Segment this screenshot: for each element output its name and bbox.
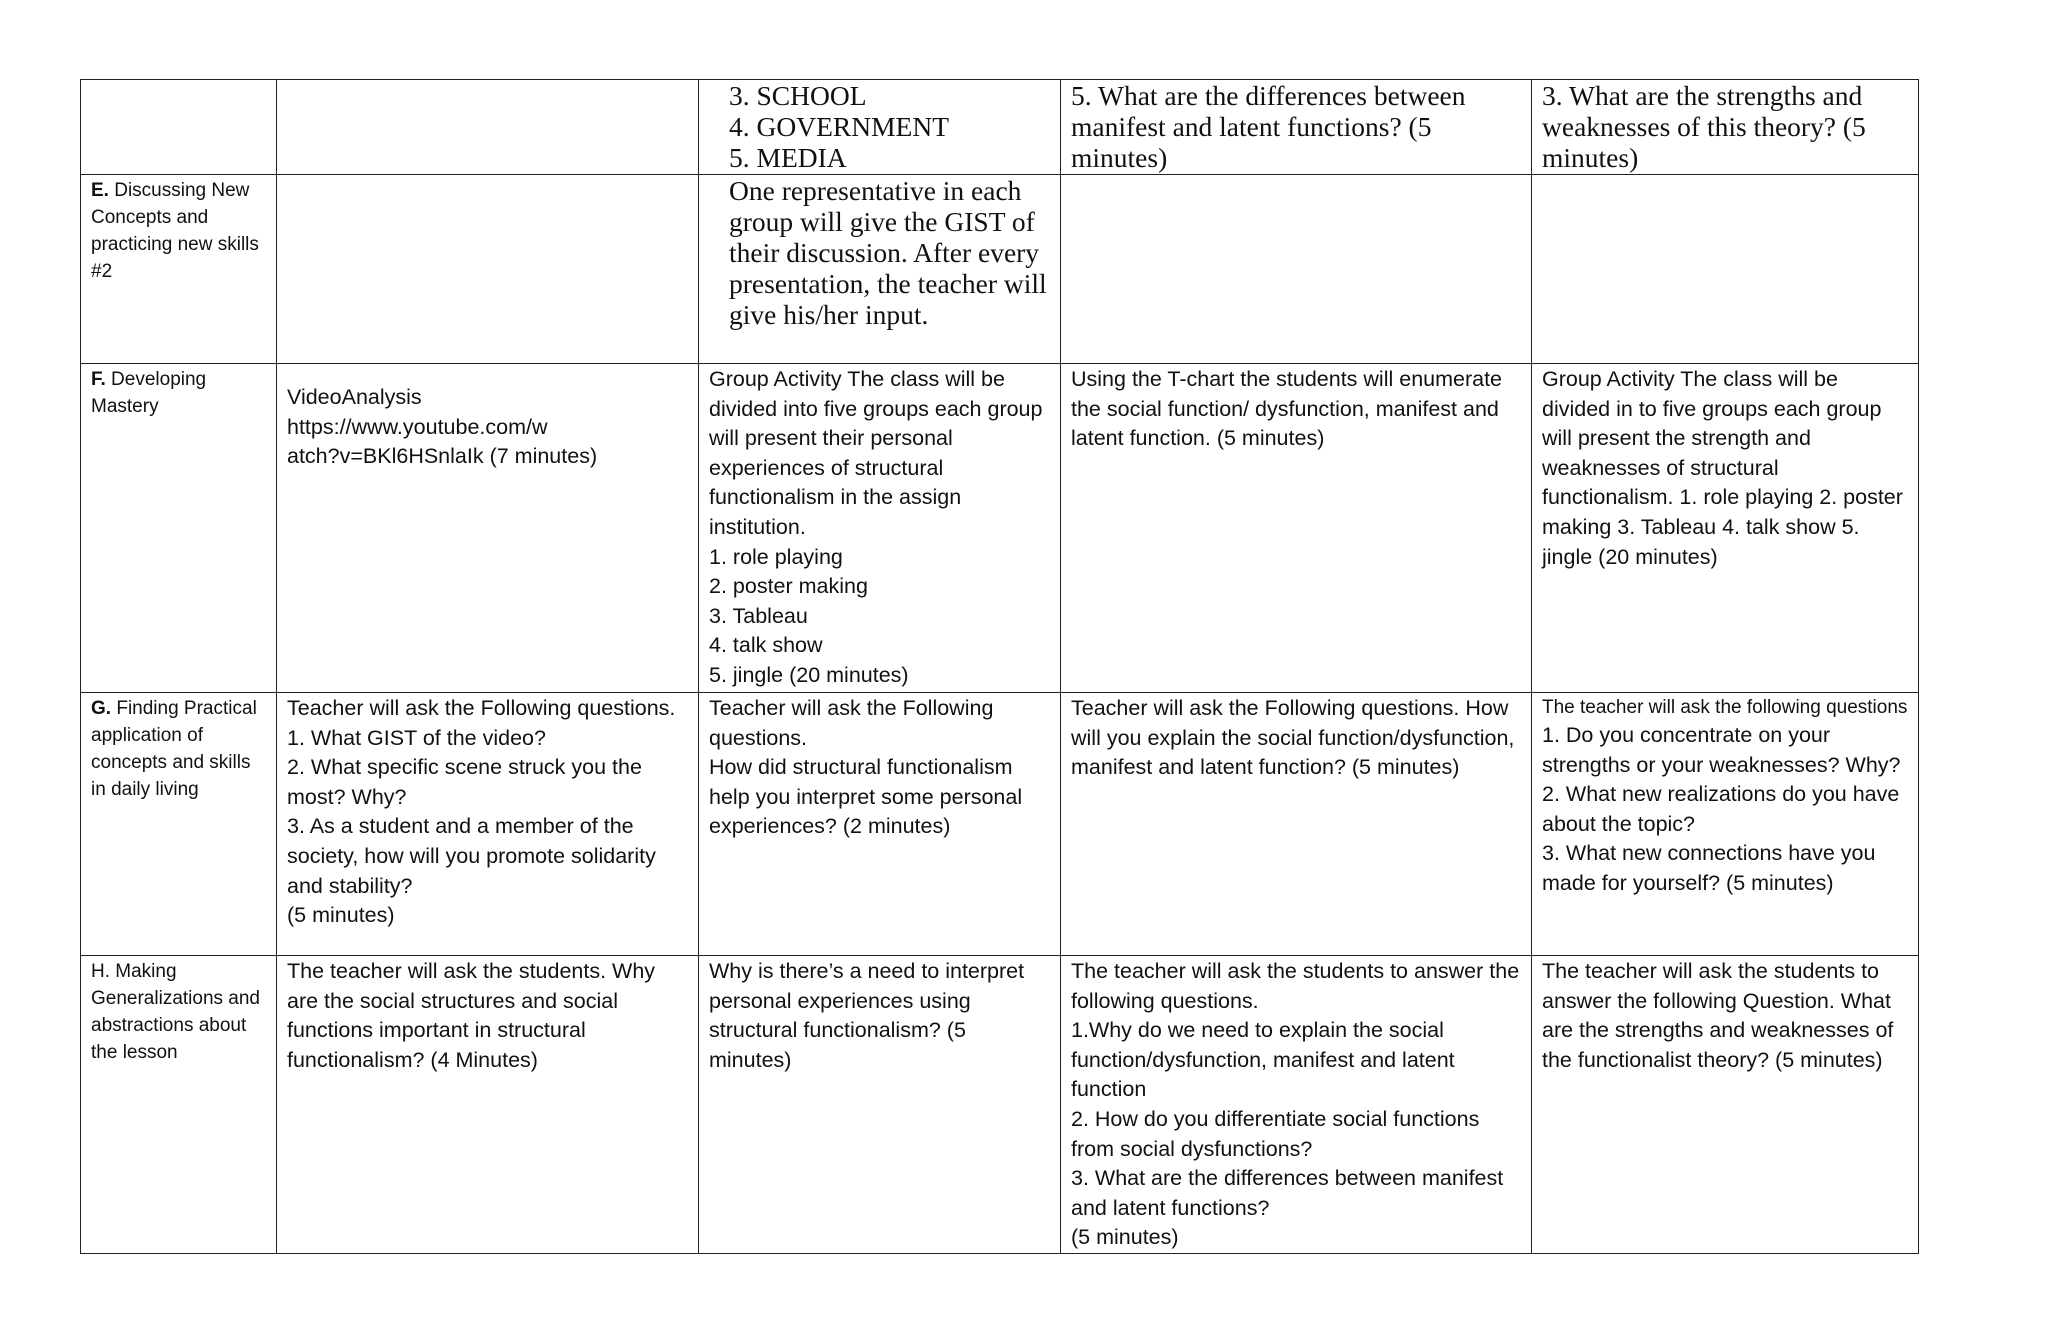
video-analysis-text: VideoAnalysis https://www.youtube.com/w atch?v=BKl6HSnlaIk (7 minutes) <box>287 385 598 469</box>
cell-col-2: Teacher will ask the Following questions. How did structural functionalism help you interpret some personal experiences? (2 minutes) <box>699 693 1061 956</box>
row-label-cell <box>81 956 277 1254</box>
row-letter: G. <box>91 698 112 719</box>
cell-col-4: Group Activity The class will be divided in to five groups each group will present the strength and weaknesses of structural functionalism. 1. role playing 2. poster making 3. Tableau 4. talk show 5. jingle (20 minutes) <box>1532 364 1919 693</box>
row-label-text: H. Making Generalizations and abstractions about the lesson <box>91 961 260 1063</box>
cell-col-3: Teacher will ask the Following questions. How will you explain the social function/dysfunction, manifest and latent function? (5 minutes) <box>1061 693 1532 956</box>
cell-col-1 <box>277 364 699 693</box>
row-label-text: Developing Mastery <box>91 369 207 417</box>
cell-col-2: One representative in each group will give the GIST of their discussion. After every presentation, the teacher will give his/her input. <box>699 175 1061 364</box>
row-label-cell <box>81 175 277 364</box>
table-row <box>81 175 1919 364</box>
cell-col-4: 3. What are the strengths and weaknesses of this theory? (5 minutes) <box>1532 80 1919 175</box>
cell-col-3: 5. What are the differences between manifest and latent functions? (5 minutes) <box>1061 80 1532 175</box>
questions-intro: The teacher will ask the following questions <box>1542 697 1908 718</box>
row-label-cell <box>81 364 277 693</box>
row-label-text: Discussing New Concepts and practicing new skills #2 <box>91 180 259 282</box>
cell-col-4: The teacher will ask the students to answer the following Question. What are the strengths and weaknesses of the functionalist theory? (5 minutes) <box>1532 956 1919 1254</box>
row-label-cell <box>81 80 277 175</box>
cell-col-1: Teacher will ask the Following questions. 1. What GIST of the video? 2. What specific scene struck you the most? Why? 3. As a student and a member of the society, how will you promote solidarity and stability? (5 minutes) <box>277 693 699 956</box>
table-row <box>81 80 1919 175</box>
cell-col-2: 3. SCHOOL 4. GOVERNMENT 5. MEDIA <box>699 80 1061 175</box>
row-letter: F. <box>91 369 106 390</box>
table-row <box>81 364 1919 693</box>
cell-col-3: Using the T-chart the students will enumerate the social function/ dysfunction, manifest and latent function. (5 minutes) <box>1061 364 1532 693</box>
table-row <box>81 956 1919 1254</box>
cell-col-3 <box>1061 175 1532 364</box>
row-letter: E. <box>91 180 109 201</box>
questions-list: 1. Do you concentrate on your strengths or your weaknesses? Why? 2. What new realizations do you have about the topic? 3. What new connections have you made for yourself? (5 minutes) <box>1542 723 1901 895</box>
row-label-text: Finding Practical application of concepts and skills in daily living <box>91 698 257 800</box>
cell-col-3: The teacher will ask the students to answer the following questions. 1.Why do we need to explain the social function/dysfunction, manifest and latent function 2. How do you differentiate social functions from social dysfunctions? 3. What are the differences between manifest and latent functions? (5 minutes) <box>1061 956 1532 1254</box>
table-row <box>81 693 1919 956</box>
lesson-plan-table <box>80 79 1919 1254</box>
row-label-cell <box>81 693 277 956</box>
cell-col-4 <box>1532 175 1919 364</box>
cell-col-2: Why is there’s a need to interpret personal experiences using structural functionalism? (5 minutes) <box>699 956 1061 1254</box>
cell-col-1 <box>277 175 699 364</box>
cell-col-1 <box>277 80 699 175</box>
cell-col-4 <box>1532 693 1919 956</box>
cell-col-1: The teacher will ask the students. Why are the social structures and social functions important in structural functionalism? (4 Minutes) <box>277 956 699 1254</box>
cell-col-2: Group Activity The class will be divided into five groups each group will present their personal experiences of structural functionalism in the assign institution. 1. role playing 2. poster making 3. Tableau 4. talk show 5. jingle (20 minutes) <box>699 364 1061 693</box>
